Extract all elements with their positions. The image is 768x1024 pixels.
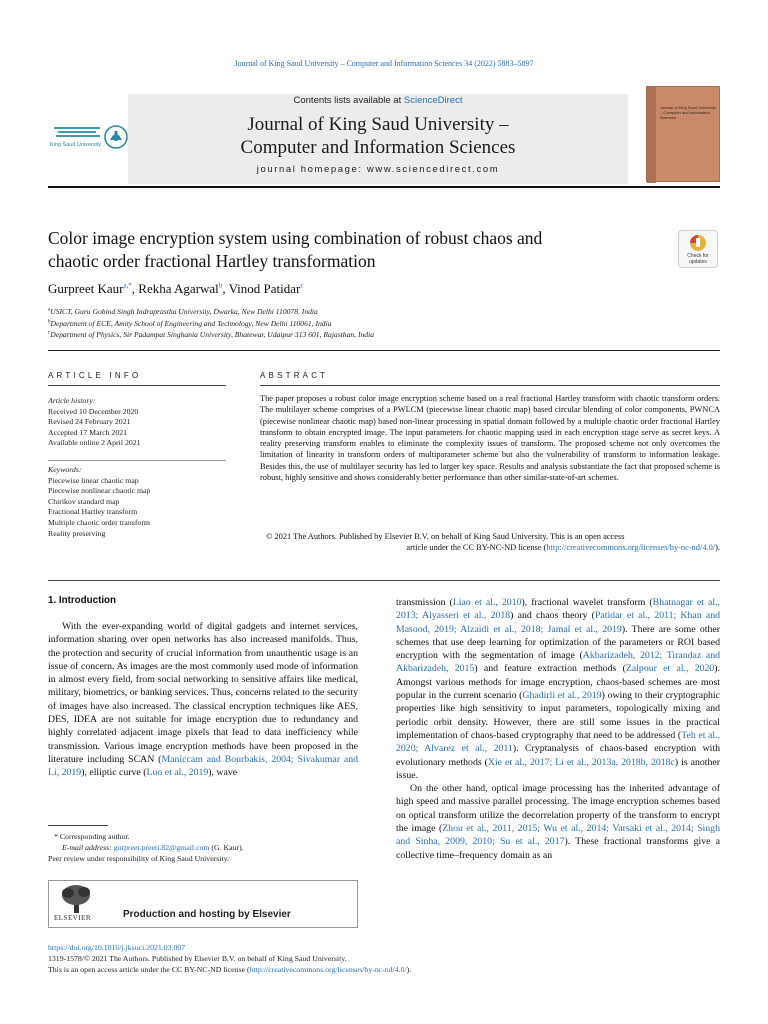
ref-link[interactable]: Zalpour et al., 2020 — [625, 663, 715, 675]
article-history: Article history: Received 10 December 2020 Revised 24 February 2021 Accepted 17 March 2021 Available online 2 April 2021 — [48, 396, 141, 448]
contents-line: Contents lists available at ScienceDirect — [293, 95, 463, 106]
paper-title: Color image encryption system using combination of robust chaos and chaotic order fractional Hartley transformation — [48, 228, 543, 271]
ref-link[interactable]: Ghadirli et al., 2019 — [522, 690, 602, 702]
check-for-updates-button[interactable] — [678, 230, 718, 268]
ref-link[interactable]: Akbarizadeh, 2012; Tirandaz and Akbarizadeh, 2015 — [396, 650, 720, 675]
elsevier-logo-text: ELSEVIER — [54, 914, 92, 922]
ksu-emblem-icon — [48, 120, 130, 156]
sciencedirect-link[interactable]: ScienceDirect — [403, 95, 463, 106]
author-affiliation-marker[interactable]: a,* — [123, 281, 132, 290]
homepage-link[interactable]: www.sciencedirect.com — [366, 164, 500, 175]
journal-citation[interactable]: Journal of King Saud University – Computer and Information Sciences 34 (2022) 5883–5897 — [234, 59, 534, 68]
ref-link[interactable]: Luo et al., 2019 — [146, 767, 209, 779]
abstract-heading: ABSTRACT — [260, 371, 329, 380]
affiliation-c: $^c$Department of Physics, Sir Padampat Singhania University, Bhatewar, Udaipur 313 601, Rajasthan, India — [48, 330, 375, 339]
abstract-end-rule — [48, 580, 720, 581]
elsevier-logo — [54, 883, 100, 923]
ref-link[interactable]: Zhou et al., 2011, 2015; Wu et al., 2014; Varsaki et al., 2014; Singh and Sinha, 2009, 2010; Su et al., 2017 — [396, 823, 720, 848]
article-info-heading: ARTICLE INFO — [48, 371, 142, 380]
intro-column-1: With the ever-expanding world of digital gadgets and internet services, information sharing over open networks has also increased manifolds. Thus, the protection and security of crucial information from unauthentic usage is an issue of concern. As images are the most commonly used mode of information in almost every field, from social networking to sensitive affairs like medical, military, biometrics, or banking services. Thus, concerns related to the security of images have also increased. The classical encryption techniques like AES, DES, IDEA are not suitable for image encryption due to redundancy and highly correlated adjacent image pixels that lead to data inefficiency while transmission. Various image encryption methods have been proposed in the literature including SCAN (Maniccam and Bourbakis, 2004; Sivakumar and Li, 2019), elliptic curve (Luo et al., 2019), wave — [48, 621, 358, 779]
article-footer: https://doi.org/10.1016/j.jksuci.2021.03.007 1319-1578/© 2021 The Authors. Published by Elsevier B.V. on behalf of King Saud University. This is an open access article under the CC BY-NC-ND license (http://creativecommons.org/licenses/by-nc-nd/4.0/). — [48, 942, 728, 975]
section-heading-introduction: 1. Introduction — [48, 595, 117, 606]
ksu-logo-text: King Saud University — [50, 142, 102, 148]
abstract-rule — [260, 385, 720, 386]
doi-link[interactable]: https://doi.org/10.1016/j.jksuci.2021.03.007 — [48, 943, 186, 952]
intro-paragraph: transmission (Liao et al., 2010), fractional wavelet transform (Bhatnagar et al., 2013; Alyasseri et al., 2018) and chaos theory (Patidar et al., 2011; Khan and Masood, 2019; Alzaidi et al., 2018; Jamal et al., 2019). There are some other schemes that use deep learning for optimization of the parameters or ROI based encryption with the segmentation of image (Akbarizadeh, 2012; Tirandaz and Akbarizadeh, 2015) and feature extraction methods (Zalpour et al., 2020). Amongst various methods for image encryption, chaos-based schemes are most popular in the current scenario (Ghadirli et al., 2019) owing to their cryptographic properties like high sensitivity to input parameters, topologically mixing and periodic orbit density. However, there are still some issues in the practical implementation of chaos-based cryptography that need to be addressed (Teh et al., 2020; Alvarez et al., 2011). Cryptanalysis of chaos-based encryption with evolutionary methods (Xie et al., 2017; Li et al., 2013a, 2018b, 2018c) is another issue. — [396, 597, 721, 781]
ref-link[interactable]: Xie et al., 2017; Li et al., 2013a, 2018b, 2018c — [487, 756, 675, 768]
license-footer-link[interactable]: http://creativecommons.org/licenses/by-nc-nd/4.0/ — [249, 965, 407, 974]
author-list — [48, 281, 303, 297]
author-name[interactable]: Rekha Agarwal — [138, 281, 219, 296]
author-separator: , — [131, 281, 139, 296]
ksu-logo — [48, 120, 130, 156]
production-hosting-text: Production and hosting by Elsevier — [123, 909, 291, 920]
keywords: Keywords: Piecewise linear chaotic map Piecewise nonlinear chaotic map Chirikov standard map Fractional Hartley transform Multiple chaotic order transform Reality preserving — [48, 465, 151, 538]
check-updates-icon — [679, 231, 717, 253]
affiliation-a: $^a$USICT, Guru Gobind Singh Indraprastha University, Dwarka, New Delhi 110078, India — [48, 307, 318, 316]
email-link[interactable]: gurpreet.preeti.82@gmail.com — [113, 843, 210, 852]
footnotes: * Corresponding author. E-mail address: gurpreet.preeti.82@gmail.com (G. Kaur). Peer review under responsibility of King Saud University. — [48, 832, 244, 863]
ref-link[interactable]: Bhatnagar et al., 2013; Alyasseri et al., 2018 — [396, 597, 721, 622]
author-separator: , — [222, 281, 229, 296]
cover-title: Journal of King Saud University – Computer and Information Sciences — [660, 105, 716, 120]
ref-link[interactable]: Teh et al., 2020; Alvarez et al., 2011 — [396, 729, 720, 755]
author-name[interactable]: Vinod Patidar — [228, 281, 301, 296]
author-name[interactable]: Gurpreet Kaur — [48, 281, 124, 296]
intro-column-2 — [396, 596, 720, 862]
intro-paragraph: On the other hand, optical image processing has the inherited advantage of high speed and massive parallel processing. The image encryption schemes based on optical transform utilize the decorrelation property of the transform to encrypt the image (Zhou et al., 2011, 2015; Wu et al., 2014; Varsaki et al., 2014; Singh and Sinha, 2009, 2010; Su et al., 2017). These fractional transforms give a collective time–frequency domain as an — [396, 783, 720, 861]
ref-link[interactable]: Liao et al., 2010 — [452, 597, 522, 608]
license-link[interactable]: http://creativecommons.org/licenses/by-nc-nd/4.0/ — [546, 543, 716, 553]
journal-cover-image[interactable] — [646, 86, 720, 182]
journal-homepage: journal homepage: www.sciencedirect.com — [256, 164, 500, 175]
author-affiliation-marker[interactable]: b — [218, 281, 223, 290]
footnote-rule — [48, 825, 108, 826]
header-divider — [48, 350, 720, 351]
author-affiliation-marker[interactable]: c — [300, 281, 304, 290]
journal-title: Journal of King Saud University – Computer and Information Sciences — [240, 114, 516, 158]
check-updates-label: Check for updates — [687, 253, 709, 265]
keywords-rule — [48, 460, 226, 461]
ref-link[interactable]: Patidar et al., 2011; Khan and Masood, 2019; Alzaidi et al., 2018; Jamal et al., 2019 — [396, 610, 720, 635]
abstract-copyright: © 2021 The Authors. Published by Elsevier B.V. on behalf of King Saud University. This is an open access article under the CC BY-NC-ND license (http://creativecommons.org/licenses/by-nc-nd/4.0/). — [266, 532, 720, 553]
ref-link[interactable]: Maniccam and Bourbakis, 2004; Sivakumar and Li, 2019 — [48, 753, 358, 779]
affiliation-b: $^b$Department of ECE, Amity School of Engineering and Technology, New Delhi 110061, India — [48, 319, 332, 328]
abstract-text: The paper proposes a robust color image encryption scheme based on a real fractional Hartley transform with chaotic transform orders. The multilayer scheme comprises of a PWLCM (piecewise linear chaotic map) based circular blending of color components, PWNCA (piecewise nonlinear chaotic map) based non-linear processing in spatial domain followed by a multiple chaotic order fractional Hartley transform to obtain encrypted image. The input parameters for chaotic mapping used in each encryption stage serve as secret keys. A reality preserving transform enables to eliminate the complexity issues of transform. The proposed scheme not only overcomes the limitation of linearity in transform orders of multiparameter scheme but also the vulnerability of transform to information leakage. Besides this, the use of multilayer security has led to larger key space. Results and analysis substantiate the fact that proposed scheme is robust, highly sensitive and shows considerably better performance than other similar-state-of-art schemes. — [260, 394, 720, 483]
elsevier-tree-icon — [54, 883, 100, 915]
article-info-rule — [48, 385, 226, 386]
